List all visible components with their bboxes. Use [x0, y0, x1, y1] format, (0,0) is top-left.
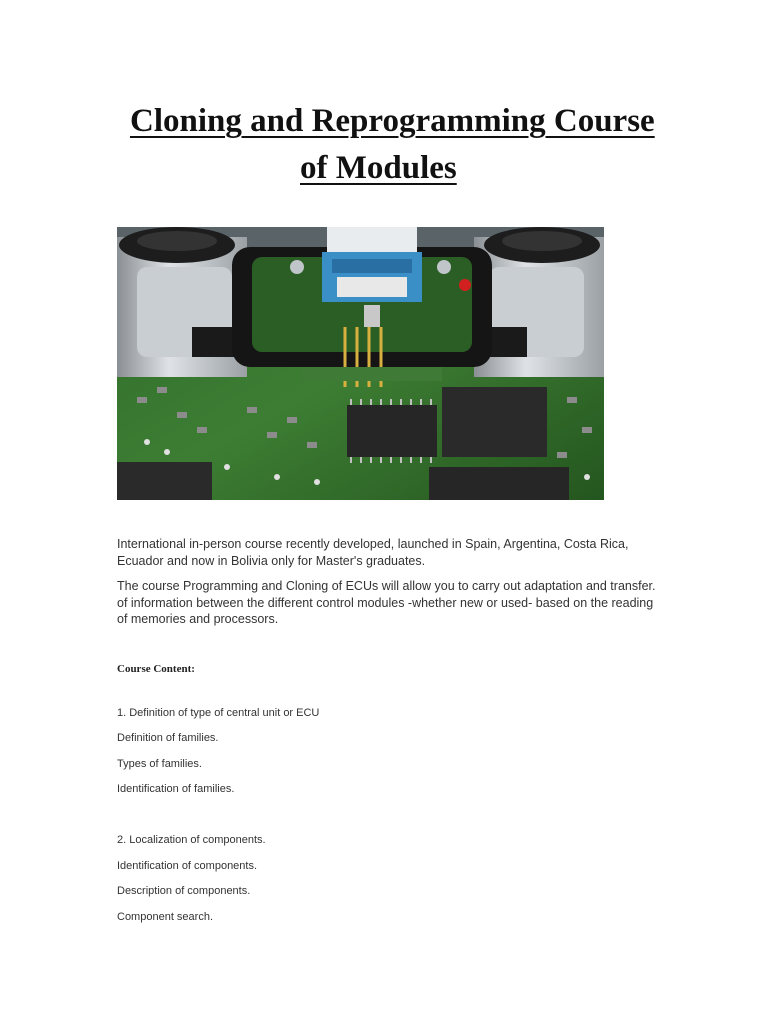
ecu-circuit-board-icon: [117, 227, 604, 500]
list-item: Description of components.: [117, 885, 251, 897]
ecu-photo: [117, 227, 604, 500]
list-item: Component search.: [117, 911, 213, 923]
title-line-2: of Modules: [300, 150, 457, 186]
course-content-heading: Course Content:: [117, 663, 195, 675]
list-item: 2. Localization of components.: [117, 834, 266, 846]
title-line-1: Cloning and Reprogramming Course: [130, 103, 655, 139]
list-item: 1. Definition of type of central unit or ECU: [117, 707, 320, 719]
list-item: Identification of components.: [117, 860, 258, 872]
list-item: Identification of families.: [117, 783, 235, 795]
list-item: Definition of families.: [117, 732, 219, 744]
intro-paragraph-2: The course Programming and Cloning of ECUs will allow you to carry out adaptation and transfer. of information between the different control modules -whether new or used- based on the reading of memories and processors.: [117, 579, 656, 626]
list-item: Types of families.: [117, 758, 202, 770]
intro-paragraph-1: International in-person course recently developed, launched in Spain, Argentina, Costa Rica, Ecuador and now in Bolivia only for Master's graduates.: [117, 537, 629, 568]
